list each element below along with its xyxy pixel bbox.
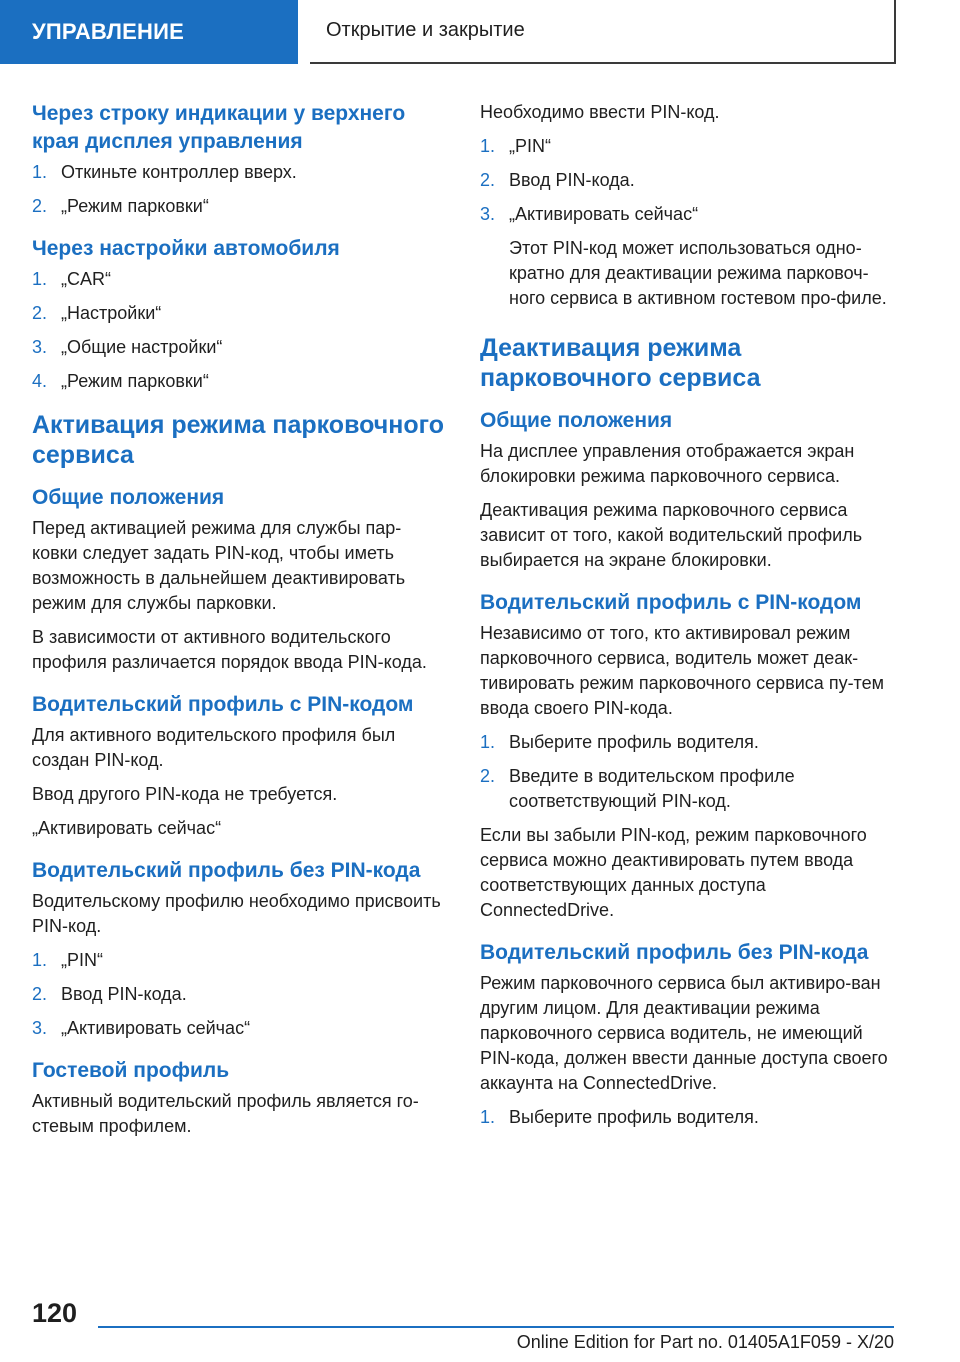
list-item-number: 1. bbox=[480, 136, 496, 156]
footer-edition: Online Edition for Part no. 01405A1F059 - X/20 bbox=[516, 1332, 894, 1352]
intro-paragraph: Необходимо ввести PIN-код. bbox=[480, 102, 720, 122]
list-item-text: „Режим парковки“ bbox=[61, 196, 209, 216]
list-item-number: 2. bbox=[32, 984, 48, 1004]
right-column bbox=[480, 100, 894, 1140]
section-title: Открытие и закрытие bbox=[310, 0, 896, 64]
steps-intro bbox=[480, 134, 894, 227]
list-item-number: 1. bbox=[32, 269, 48, 289]
guest-paragraph: Активный водительский профиль является го-стевым профилем. bbox=[32, 1091, 419, 1136]
list-item bbox=[32, 369, 444, 394]
list-item-text: „Режим парковки“ bbox=[61, 371, 209, 391]
list-item-number: 3. bbox=[32, 337, 48, 357]
with-pin-paragraph-3: „Активировать сейчас“ bbox=[32, 818, 222, 838]
list-item-text: „Общие настройки“ bbox=[61, 337, 223, 357]
list-item bbox=[32, 948, 444, 973]
heading-profile-with-pin-right: Водительский профиль с PIN-кодом bbox=[480, 591, 862, 614]
steps-with-pin-right bbox=[480, 730, 894, 814]
left-column bbox=[32, 100, 444, 1148]
list-item bbox=[32, 301, 444, 326]
list-item-number: 1. bbox=[32, 950, 48, 970]
list-item bbox=[480, 764, 894, 814]
with-pin-paragraph-2: Ввод другого PIN-кода не требуется. bbox=[32, 784, 338, 804]
general-paragraph-2: В зависимости от активного водительского профиля различается порядок ввода PIN-кода. bbox=[32, 627, 427, 672]
steps-vehicle-settings bbox=[32, 267, 444, 394]
list-item bbox=[32, 194, 444, 219]
list-item-text: „Активировать сейчас“ bbox=[509, 204, 699, 224]
list-item bbox=[480, 730, 894, 755]
intro-note: Этот PIN-код может использоваться одно-кратно для деактивации режима парковоч-ного сервиса в активном гостевом про-филе. bbox=[509, 238, 887, 308]
steps-without-pin-right bbox=[480, 1105, 894, 1130]
steps-status-bar bbox=[32, 160, 444, 219]
list-item bbox=[480, 168, 894, 193]
list-item-text: „Настройки“ bbox=[61, 303, 162, 323]
heading-profile-without-pin: Водительский профиль без PIN-кода bbox=[32, 859, 421, 882]
list-item bbox=[32, 335, 444, 360]
footer-divider bbox=[98, 1326, 894, 1328]
list-item-number: 3. bbox=[32, 1018, 48, 1038]
list-item-text: „PIN“ bbox=[509, 136, 551, 156]
list-item-number: 2. bbox=[32, 196, 48, 216]
heading-profile-with-pin: Водительский профиль с PIN-кодом bbox=[32, 693, 414, 716]
forgot-pin-paragraph: Если вы забыли PIN-код, режим парковочного сервиса можно деактивировать путем ввода соответствующих данных доступа ConnectedDrive. bbox=[480, 825, 867, 920]
heading-deactivation: Деактивация режима парковочного сервиса bbox=[480, 334, 761, 392]
without-pin-right-paragraph: Режим парковочного сервиса был активиро-ван другим лицом. Для деактивации режима парковочного сервиса водитель, не имеющий PIN-кода, должен ввести данные доступа своего аккаунта на ConnectedDrive. bbox=[480, 973, 888, 1093]
heading-general-right: Общие положения bbox=[480, 409, 673, 432]
list-item-number: 2. bbox=[480, 766, 496, 786]
general-right-paragraph-1: На дисплее управления отображается экран блокировки режима парковочного сервиса. bbox=[480, 441, 855, 486]
list-item bbox=[32, 267, 444, 292]
list-item-number: 4. bbox=[32, 371, 48, 391]
heading-profile-without-pin-right: Водительский профиль без PIN-кода bbox=[480, 941, 869, 964]
list-item-text: „PIN“ bbox=[61, 950, 103, 970]
page-number: 120 bbox=[32, 1298, 78, 1328]
list-item-text: Ввод PIN-кода. bbox=[509, 170, 635, 190]
list-item-text: Введите в водительском профиле соответствующий PIN-код. bbox=[509, 766, 795, 811]
list-item-number: 1. bbox=[480, 732, 496, 752]
list-item-text: Откиньте контроллер вверх. bbox=[61, 162, 297, 182]
list-item-number: 3. bbox=[480, 204, 496, 224]
list-item-text: Выберите профиль водителя. bbox=[509, 1107, 759, 1127]
general-paragraph-1: Перед активацией режима для службы пар-ковки следует задать PIN-код, чтобы иметь возможность в дальнейшем деактивировать режим для службы парковки. bbox=[32, 518, 406, 613]
chapter-tab: УПРАВЛЕНИЕ bbox=[0, 0, 298, 64]
heading-vehicle-settings: Через настройки автомобиля bbox=[32, 237, 340, 260]
with-pin-right-paragraph: Независимо от того, кто активировал режим парковочного сервиса, водитель может деак-тивировать режим парковочного сервиса пу-тем ввода своего PIN-кода. bbox=[480, 623, 884, 718]
list-item bbox=[480, 202, 894, 227]
heading-status-bar: Через строку индикации у верхнего края дисплея управления bbox=[32, 102, 406, 153]
list-item bbox=[480, 1105, 894, 1130]
list-item-number: 1. bbox=[32, 162, 48, 182]
list-item bbox=[32, 1016, 444, 1041]
general-right-paragraph-2: Деактивация режима парковочного сервиса зависит от того, какой водительский профиль выбирается на экране блокировки. bbox=[480, 500, 863, 570]
list-item-number: 1. bbox=[480, 1107, 496, 1127]
list-item-text: Выберите профиль водителя. bbox=[509, 732, 759, 752]
list-item-number: 2. bbox=[32, 303, 48, 323]
list-item-text: „CAR“ bbox=[61, 269, 111, 289]
list-item-text: Ввод PIN-кода. bbox=[61, 984, 187, 1004]
steps-without-pin bbox=[32, 948, 444, 1041]
list-item-text: „Активировать сейчас“ bbox=[61, 1018, 251, 1038]
list-item-number: 2. bbox=[480, 170, 496, 190]
heading-activation: Активация режима парковочного сервиса bbox=[32, 411, 444, 469]
without-pin-paragraph: Водительскому профилю необходимо присвоить PIN-код. bbox=[32, 891, 441, 936]
list-item bbox=[32, 160, 444, 185]
heading-guest-profile: Гостевой профиль bbox=[32, 1059, 230, 1082]
with-pin-paragraph-1: Для активного водительского профиля был создан PIN-код. bbox=[32, 725, 396, 770]
heading-general: Общие положения bbox=[32, 486, 225, 509]
list-item bbox=[480, 134, 894, 159]
list-item bbox=[32, 982, 444, 1007]
